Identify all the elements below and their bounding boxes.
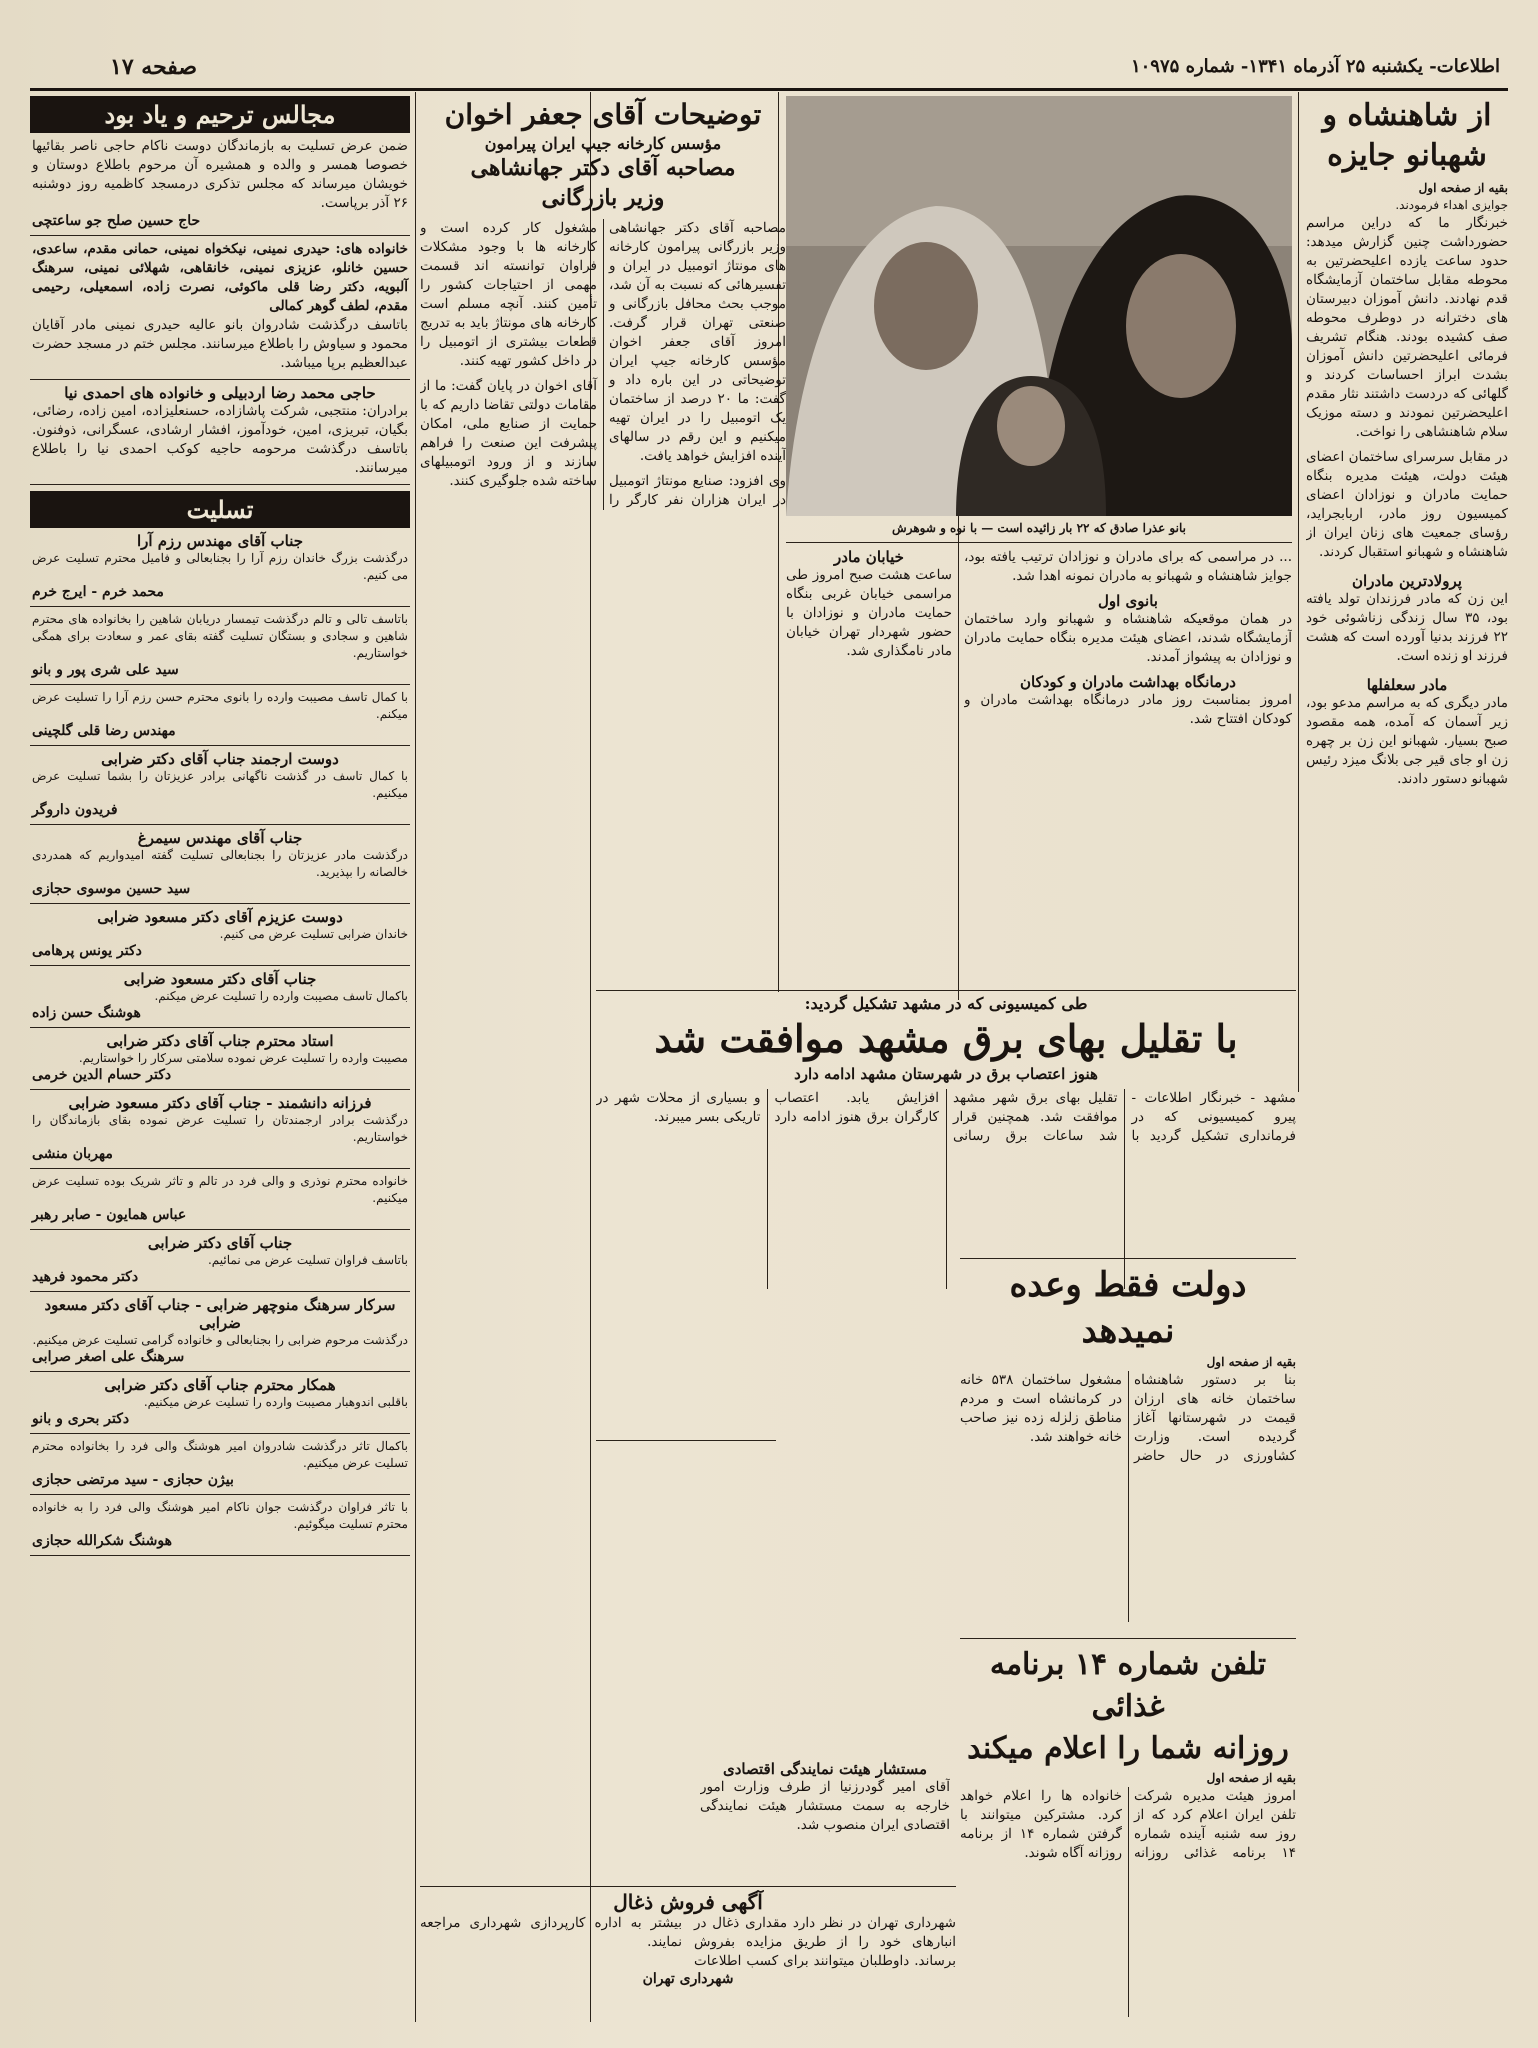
notice-body: درگذشت برادر ارجمندتان را تسلیت عرض نموده بقای بازماندگان را خواستاریم.	[32, 1113, 408, 1144]
paragraph: آقای اخوان در پایان گفت: ما از مقامات دولتی تقاضا داریم که با حمایت از صنایع ملی، امکان پیشرفت این صنعت را فراهم سازند و از ورود اتومبیلهای ساخته شده جلوگیری کنند.	[420, 378, 597, 489]
photo-caption: بانو عذرا صادق که ۲۲ بار زائیده است — با نوه و شوهرش	[892, 521, 1186, 535]
headline: دولت فقط وعده نمیدهد	[1009, 1265, 1247, 1351]
notice-signature: عباس همایون - صابر رهبر	[32, 1207, 187, 1223]
condolence-notice	[30, 825, 410, 904]
obituaries-column	[30, 96, 410, 2026]
notice-signature: فریدون داروگر	[32, 802, 118, 818]
notice-heading: دوست عزیزم آقای دکتر مسعود ضرابی	[97, 908, 343, 926]
notice-heading: جناب آقای دکتر ضرابی	[147, 1234, 293, 1252]
deck: مؤسس کارخانه جیپ ایران پیرامون	[484, 134, 722, 153]
notice-signature: دکتر حسام الدین خرمی	[32, 1067, 172, 1083]
notice-heading: فرزانه دانشمند - جناب آقای دکتر مسعود ضرابی	[68, 1094, 372, 1112]
condolence-list	[30, 528, 410, 1556]
article-body: آقای امیر گودرزنیا از طرف وزارت امور خارجه به سمت مستشار هیئت نمایندگی اقتصادی ایران منصوب شد.	[700, 1779, 950, 1833]
notice-body: با کمال تاسف مصیبت وارده را بانوی محترم حسن رزم آرا را تسلیت عرض میکنم.	[32, 690, 408, 721]
notice-body: درگذشت مادر عزیزتان را بجنابعالی تسلیت گفته امیدواریم که همدردی خالصانه را بپذیرید.	[32, 848, 408, 879]
notice-signature: هوشنگ حسن زاده	[32, 1005, 141, 1021]
subhead: جوایزی اهداء فرمودند.	[1395, 198, 1508, 212]
notice-signature: محمد خرم - ایرج خرم	[32, 584, 164, 600]
notice-body: باکمال تاثر درگذشت شادروان امیر هوشنگ والی فرد را بخانواده محترم تسلیت عرض میکنیم.	[32, 1439, 408, 1470]
article-government-promise	[960, 1262, 1296, 1622]
notice-heading: سرکار سرهنگ منوچهر ضرابی - جناب آقای دکتر مسعود ضرابی	[44, 1296, 396, 1332]
memorial-notice	[30, 236, 410, 380]
condolence-notice	[30, 685, 410, 746]
article-body: خبرنگار ما که دراین مراسم حضورداشت چنین گزارش میدهد: حدود ساعت یازده اعلیحضرتین به محوطه مقابل ساختمان آزمایشگاه قدم نهادند. دانش آموزان دبیرستان های دخترانه در دوطرف محوطه صف کشیده بودند. هنگام تشریف فرمائی اعلیحضرتین دانش آموزان بشدت ابراز احساسات کردند و گلهائی که دردست داشتند نثار مقدم اعلیحضرتین نمودند و دسته موزیک سلام شاهنشاهی را نواخت.	[1306, 215, 1508, 440]
notice-signature: مهندس رضا قلی گلچینی	[32, 723, 176, 739]
notice-signature: بیژن حجازی - سید مرتضی حجازی	[32, 1472, 234, 1488]
condolence-notice	[30, 1372, 410, 1434]
notice-signature: سید علی شری پور و بانو	[32, 662, 179, 678]
continued-note: بقیه از صفحه اول	[1206, 1355, 1296, 1369]
notice-body: ضمن عرض تسلیت به بازماندگان دوست ناکام حاجی ناصر بقائیها خصوصا همسر و والده و همشیره آن مرحوم باطلاع دوستان و خویشان میرساند که مجلس تذکری درمسجد کاظمیه روز دوشنبه ۲۶ آذر برپاست.	[32, 138, 408, 211]
notice-body: مصیبت وارده را تسلیت عرض نموده سلامتی سرکار را خواستاریم.	[78, 1051, 408, 1065]
rule	[960, 1258, 1296, 1259]
notice-signature: دکتر یونس پرهامی	[32, 943, 142, 959]
article-title: از شاهنشاه و	[1322, 98, 1492, 133]
notice-heading: جناب آقای مهندس سیمرغ	[137, 829, 303, 847]
notice-heading: استاد محترم جناب آقای دکتر ضرابی	[106, 1032, 334, 1050]
article-phone-14	[960, 1644, 1296, 2024]
condolence-notice	[30, 904, 410, 966]
article-body: بنا بر دستور شاهنشاه ساختمان خانه های ارزان قیمت در شهرستانها آغاز گردیده است. وزارت کشاورزی در حال حاضر مشغول ساختمان ۵۳۸ خانه در کرمانشاه است و مردم مناطق زلزله زده نیز صاحب خانه خواهند شد.	[960, 1372, 1296, 1464]
notice-families: خانواده های: حیدری نمینی، نیکخواه نمینی، حمانی مقدم، ساعدی، حسین خانلو، عزیزی نمینی، خانقاهی، شهلائی نمینی، سرهنگ آلبویه، دکتر رضا قلی ماکوئی، نصرت زاده، اسمعیلی، رحیمی مقدم، لطف گوهر کمالی	[32, 241, 408, 314]
condolence-notice	[30, 1434, 410, 1495]
deck: مصاحبه آقای دکتر جهانشاهی	[470, 155, 736, 181]
subhead: مستشار هیئت نمایندگی اقتصادی	[723, 1760, 927, 1778]
notice-signature: دکتر بحری و بانو	[32, 1411, 130, 1427]
article-title: توضیحات آقای جعفر اخوان	[444, 98, 762, 131]
page-number: صفحه ۱۷	[110, 54, 198, 80]
tasliat-header: تسلیت	[30, 491, 410, 528]
article-body: در همان موقعیکه شاهنشاه و شهبانو وارد ساختمان آزمایشگاه شدند، اعضای هیئت مدیره بنگاه حمایت مادران و نوزادان به پیشواز آمدند.	[964, 611, 1292, 665]
article-shahanshah-award	[1306, 96, 1508, 2026]
ad-title: آگهی فروش ذغال	[613, 1890, 763, 1914]
notice-body: درگذشت بزرگ خاندان رزم آرا را بجنابعالی و فامیل محترم تسلیت عرض می کنیم.	[32, 551, 408, 582]
condolence-notice	[30, 1090, 410, 1169]
headline-2: روزانه شما را اعلام میکند	[967, 1731, 1289, 1766]
notice-body: درگذشت مرحوم ضرابی را بجنابعالی و خانواده گرامی تسلیت عرض میکنیم.	[32, 1333, 408, 1347]
article-mother-street	[786, 548, 952, 988]
subhead: پرولادترین مادران	[1352, 572, 1462, 590]
notice-heading: جناب آقای مهندس رزم آرا	[136, 532, 304, 550]
notice-body: باتاسف فراوان تسلیت عرض می نمائیم.	[207, 1253, 408, 1267]
notice-body: با تاثر فراوان درگذشت جوان ناکام امیر هوشنگ والی فرد را به خانواده محترم تسلیت میگوئیم.	[32, 1500, 408, 1531]
condolence-notice	[30, 1028, 410, 1090]
headline: تلفن شماره ۱۴ برنامه غذائی	[989, 1647, 1267, 1724]
kicker: طی کمیسیونی که در مشهد تشکیل گردید:	[804, 994, 1088, 1013]
article-body: امروز بمناسبت روز مادر درمانگاه بهداشت مادران و کودکان افتتاح شد.	[964, 692, 1292, 727]
headline: با تقلیل بهای برق مشهد موافقت شد	[654, 1016, 1238, 1061]
article-body: ... در مراسمی که برای مادران و نوزادان ترتیب یافته بود، جوایز شاهنشاه و شهبانو به مادران نمونه اهدا شد.	[964, 549, 1292, 584]
rule	[786, 542, 1292, 543]
rule	[960, 1638, 1296, 1639]
notice-heading: همکار محترم جناب آقای دکتر ضرابی	[104, 1376, 336, 1394]
condolence-notice	[30, 746, 410, 825]
paragraph: مصاحبه آقای دکتر جهانشاهی وزیر بازرگانی پیرامون کارخانه های مونتاژ اتومبیل در ایران و تفسیرهائی که نسبت به آن شد، موجب بحث محافل بازرگانی و صنعتی تهران قرار گرفت. امروز آقای جعفر اخوان مؤسس کارخانه جیپ ایران توضیحاتی در این باره داد و گفت: ما ۲۰ درصد از ساختمان یک اتومبیل را در ایران تهیه میکنیم و این رقم در سالهای آینده افزایش خواهد یافت.	[609, 220, 786, 464]
column-rule	[1298, 92, 1299, 1092]
condolence-notice	[30, 966, 410, 1028]
article-body: مشهد - خبرنگار اطلاعات - پیرو کمیسیونی که در فرمانداری تشکیل گردید با تقلیل بهای برق شهر مشهد موافقت شد. همچنین قرار شد ساعات برق رسانی افزایش یابد. اعتصاب کارگران برق هنوز ادامه دارد و بسیاری از محلات شهر در تاریکی بسر میبرند.	[596, 1090, 1296, 1144]
article-body: مادر دیگری که به مراسم مدعو بود، زیر آسمان که آمده، همه مقصود صبح بسیار. شهبانو این زن بر چهره زن او جای قیر جی بلانگ میزد رئیس شهبانو دستور دادند.	[1306, 695, 1508, 787]
article-body: ساعت هشت صبح امروز طی مراسمی خیابان غربی بنگاه حمایت مادران و نوزادان با حضور شهردار تهران خیابان مادر نامگذاری شد.	[786, 567, 952, 659]
notice-signature: مهربان منشی	[32, 1146, 113, 1162]
notice-body: خانواده محترم نوذری و والی فرد در تالم و تاثر شریک بوده تسلیت عرض میکنیم.	[32, 1174, 408, 1205]
continued-note: بقیه از صفحه اول	[1418, 181, 1508, 195]
condolence-notice	[30, 528, 410, 607]
condolence-notice	[30, 1230, 410, 1292]
notice-body: خاندان ضرابی تسلیت عرض می کنیم.	[219, 927, 408, 941]
notice-signature: دکتر محمود فرهید	[32, 1269, 139, 1285]
notice-body: باکمال تاسف مصیبت وارده را تسلیت عرض میکنم.	[154, 989, 408, 1003]
ad-body: شهرداری تهران در نظر دارد مقداری ذغال در انبارهای خود را از طریق مزایده بفروش برساند. داوطلبان میتوانند برای کسب اطلاعات بیشتر به اداره کارپردازی شهرداری مراجعه نمایند.	[420, 1915, 956, 1969]
photo-image	[786, 96, 1292, 516]
notice-body: برادران: منتجبی، شرکت پاشازاده، حسنعلیزاده، امین زاده، رضائی، بگیان، تبریزی، امین، خودآموز، افشار ارشادی، عسگرانی، ذوفنون. باتاسف درگذشت مرحومه حاجیه کوکب احمدی نیا را باطلاع میرسانند.	[32, 403, 408, 476]
condolence-notice	[30, 1292, 410, 1372]
notice-body: باتاسف درگذشت شادروان بانو عالیه حیدری نمینی مادر آقایان محمود و سیاوش را باطلاع میرسانند. مجلس ختم در مسجد حضرت عبدالعظیم برپا میباشد.	[32, 317, 408, 371]
condolence-notice	[30, 1169, 410, 1230]
notice-signature: سرهنگ علی اصغر صرابی	[32, 1349, 185, 1365]
deck: وزیر بازرگانی	[541, 185, 665, 211]
subhead: مادر سعلفلها	[1366, 676, 1448, 694]
continued-note: بقیه از صفحه اول	[1206, 1771, 1296, 1785]
notice-body: باتاسف تالی و تالم درگذشت تیمسار دریابان شاهین را بخانواده های محترم شاهین و سجادی و بستگان تسلیت گفته بقای عمر و سعادت برای همگی خواستاریم.	[32, 612, 408, 660]
photo-mother-family	[786, 96, 1292, 516]
masthead-date-issue: اطلاعات- یکشنبه ۲۵ آذرماه ۱۳۴۱- شماره ۱۰۹۷۵	[1130, 56, 1500, 77]
article-body: امروز هیئت مدیره شرکت تلفن ایران اعلام کرد که از روز سه شنبه آینده شماره ۱۴ برنامه غذائی روزانه خانواده ها را اعلام خواهد کرد. مشترکین میتوانند با گرفتن شماره ۱۴ از برنامه روزانه آگاه شوند.	[960, 1788, 1296, 1861]
memorial-notice	[30, 380, 410, 485]
subhead: درمانگاه بهداشت مادران و کودکان	[1020, 673, 1236, 691]
notice-heading: جناب آقای دکتر مسعود ضرابی	[123, 970, 317, 988]
article-body: این زن که مادر فرزندان تولد یافته بود، ۳۵ سال زندگی زناشوئی خود ۲۲ فرزند بدنیا آورده است که هشت فرزند او زنده است.	[1306, 591, 1508, 664]
masthead	[30, 52, 1508, 91]
deck: هنوز اعتصاب برق در شهرستان مشهد ادامه دارد	[794, 1065, 1098, 1083]
notice-signature: سید حسین موسوی حجازی	[32, 881, 191, 897]
article-body: در مقابل سرسرای ساختمان اعضای هیئت دولت، هیئت مدیره بنگاه حمایت مادران و نوزادان اعضای کمیسیون روز مادر، اربابجراید، رؤسای جمعیت های زنان ایران از شاهنشاه و شهبانو استقبال کردند.	[1306, 449, 1508, 560]
rule	[420, 1886, 956, 1887]
ad-coal-sale	[420, 1890, 956, 2030]
notice-heading: حاجی محمد رضا اردبیلی و خانواده های احمدی نیا	[64, 384, 376, 402]
subhead: بانوی اول	[1098, 592, 1158, 610]
notice-signature: هوشنگ شکرالله حجازی	[32, 1533, 173, 1549]
memorial-notice	[30, 133, 410, 236]
article-body	[420, 219, 786, 510]
condolence-notice	[30, 607, 410, 685]
condolence-notice	[30, 1495, 410, 1556]
notice-body: با کمال تاسف در گذشت ناگهانی برادر عزیزتان را بشما تسلیت عرض میکنیم.	[32, 769, 408, 800]
notice-body: باقلبی اندوهبار مصیبت وارده را تسلیت عرض میکنیم.	[143, 1395, 408, 1409]
article-mothers-day-cont	[964, 548, 1292, 988]
article-jafar-akhavan	[420, 96, 786, 1786]
article-economic-adviser	[700, 1760, 950, 1880]
ad-signature: شهرداری تهران	[642, 1971, 734, 1987]
article-title-2: شهبانو جایزه	[1327, 138, 1487, 173]
notice-signature: حاج حسین صلح جو ساعتچی	[32, 213, 201, 229]
notice-heading: دوست ارجمند جناب آقای دکتر ضرابی	[101, 750, 339, 768]
majles-header: مجالس ترحیم و یاد بود	[30, 96, 410, 133]
column-rule	[958, 480, 959, 1000]
column-rule	[415, 92, 416, 2022]
rule	[596, 1440, 776, 1441]
paragraph: وی افزود: صنایع مونتاژ اتومبیل در ایران هزاران نفر کارگر را مشغول کار کرده است و کارخانه ها با وجود مشکلات فراوان توانسته اند قسمت مهمی از احتیاجات کشور را تأمین کنند. آنچه مسلم است کارخانه های مونتاژ باید به تدریج قطعات بیشتری از اتومبیل را در داخل کشور تهیه کنند.	[420, 220, 786, 508]
subhead: خیابان مادر	[834, 548, 904, 566]
